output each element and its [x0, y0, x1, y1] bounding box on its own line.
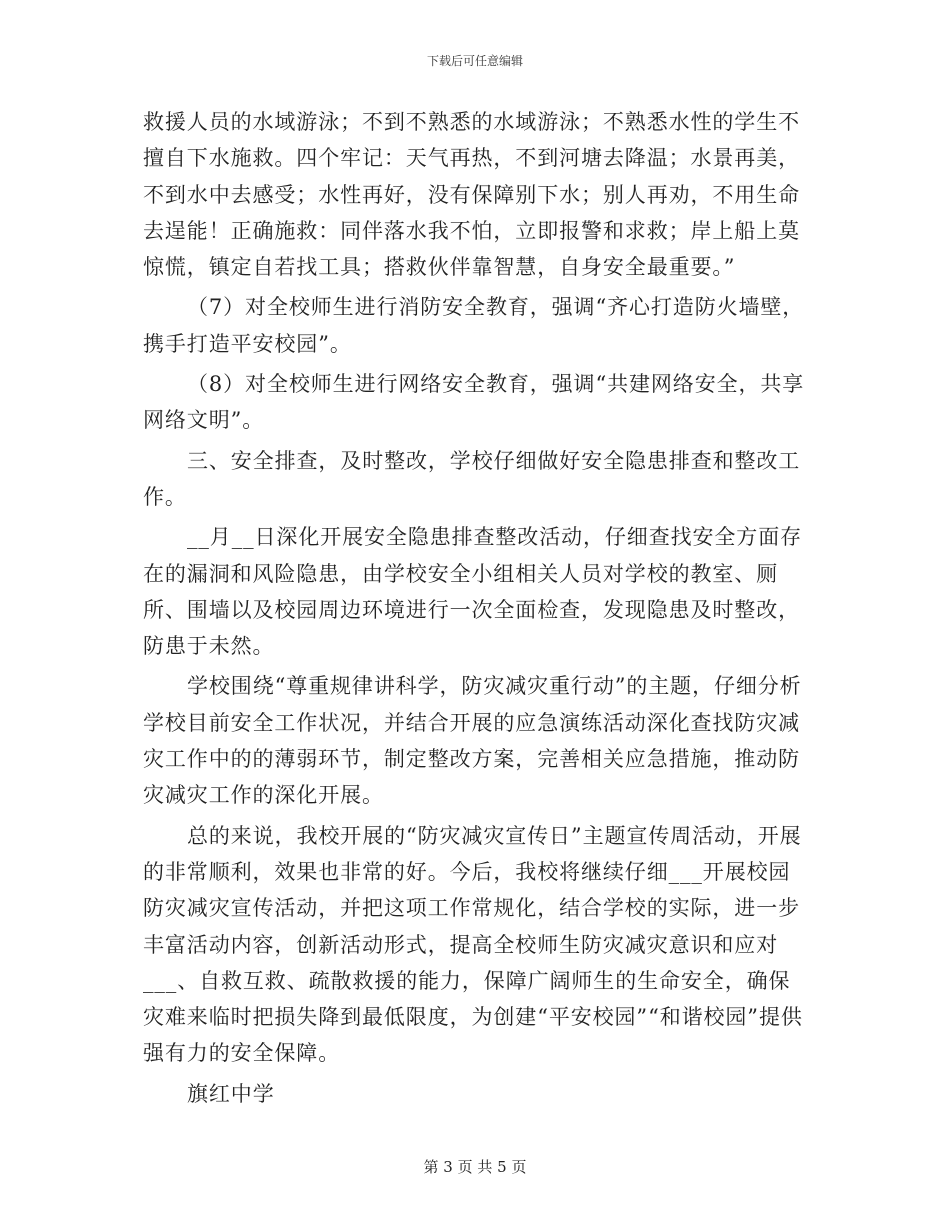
paragraph-swimming-safety: 救援人员的水域游泳；不到不熟悉的水域游泳；不熟悉水性的学生不擅自下水施救。四个牢记：天气再热，不到河塘去降温；水景再美，不到水中去感受；水性再好，没有保障别下水；别人再劝，不用生命去逞能！正确施救：同伴落水我不怕，立即报警和求救；岸上船上莫惊慌，镇定自若找工具；搭救伙伴靠智慧，自身安全最重要。” [143, 110, 800, 280]
paragraph-fire-safety: （7）对全校师生进行消防安全教育，强调“齐心打造防火墙壁，携手打造平安校园”。 [143, 295, 805, 356]
paragraph-network-safety: （8）对全校师生进行网络安全教育，强调“共建网络安全，共享网络文明”。 [143, 372, 805, 433]
page-header: 下载后可任意编辑 [426, 54, 523, 68]
signature-school-name: 旗红中学 [187, 1081, 275, 1106]
document-body [143, 104, 808, 1116]
paragraph-theme-analysis: 学校围绕“尊重规律讲科学，防灾减灾重行动”的主题，仔细分析学校目前安全工作状况，并结合开展的应急演练活动深化查找防灾减灾工作中的的薄弱环节，制定整改方案，完善相关应急措施，推动防灾减灾工作的深化开展。 [143, 674, 802, 808]
paragraph-summary: 总的来说，我校开展的“防灾减灾宣传日”主题宣传周活动，开展的非常顺利，效果也非常的好。今后，我校将继续仔细___开展校园防灾减灾宣传活动，并把这项工作常规化，结合学校的实际，进一步丰富活动内容，创新活动形式，提高全校师生防灾减灾意识和应对___、自救互救、疏散救援的能力，保障广阔师生的生命安全，确保灾难来临时把损失降到最低限度，为创建“平安校园”“和谐校园”提供强有力的安全保障。 [143, 823, 803, 1066]
paragraph-hazard-inspection: __月__日深化开展安全隐患排查整改活动，仔细查找安全方面存在的漏洞和风险隐患，由学校安全小组相关人员对学校的教室、厕所、围墙以及校园周边环境进行一次全面检查，发现隐患及时整改，防患于未然。 [143, 525, 802, 659]
page-footer: 第 3 页 共 5 页 [423, 1158, 527, 1176]
section-heading-inspection: 三、安全排查，及时整改，学校仔细做好安全隐患排查和整改工作。 [143, 448, 801, 509]
